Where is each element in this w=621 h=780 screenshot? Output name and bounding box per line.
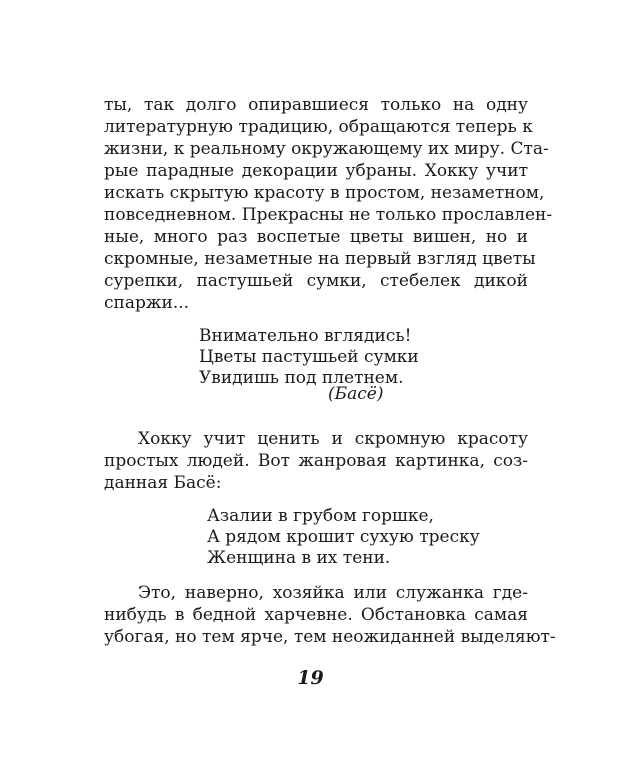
poem-line: Азалии в грубом горшке, <box>207 506 434 526</box>
text-line: убогая, но тем ярче, тем неожиданней выделяют- <box>104 627 556 647</box>
text-line: рые парадные декорации убраны. Хокку учит <box>104 161 528 181</box>
text-line: сурепки, пастушьей сумки, стебелек дикой <box>104 271 528 291</box>
paragraph-2 <box>104 428 528 494</box>
page-number: 19 <box>297 667 324 689</box>
poem-1 <box>199 326 419 389</box>
text-line: повседневном. Прекрасны не только прославлен- <box>104 205 553 225</box>
poem-line: Увидишь под плетнем. <box>199 368 404 388</box>
text-line: спаржи... <box>104 293 190 313</box>
text-line: ные, много раз воспетые цветы вишен, но и <box>104 227 528 247</box>
text-line: искать скрытую красоту в простом, незаметном, <box>104 183 545 203</box>
text-line: ты, так долго опиравшиеся только на одну <box>104 95 528 115</box>
text-line: скромные, незаметные на первый взгляд цветы <box>104 249 536 269</box>
text-line: данная Басё: <box>104 473 222 493</box>
poem-line: Цветы пастушьей сумки <box>199 347 419 367</box>
poem-line: А рядом крошит сухую треску <box>207 527 480 547</box>
text-line: простых людей. Вот жанровая картинка, соз- <box>104 451 528 471</box>
paragraph-3 <box>104 582 556 648</box>
poem-line: Женщина в их тени. <box>207 548 391 568</box>
text-line: литературную традицию, обращаются теперь к <box>104 117 533 137</box>
text-line: Это, наверно, хозяйка или служанка где- <box>138 583 528 603</box>
text-line: нибудь в бедной харчевне. Обстановка самая <box>104 605 528 625</box>
poem-line: Внимательно вглядись! <box>199 326 412 346</box>
text-line: Хокку учит ценить и скромную красоту <box>138 429 528 449</box>
paragraph-1 <box>104 94 553 314</box>
text-line: жизни, к реальному окружающему их миру. Ста- <box>104 139 549 159</box>
poem-2 <box>207 506 480 569</box>
poem-author: (Басё) <box>328 384 384 404</box>
